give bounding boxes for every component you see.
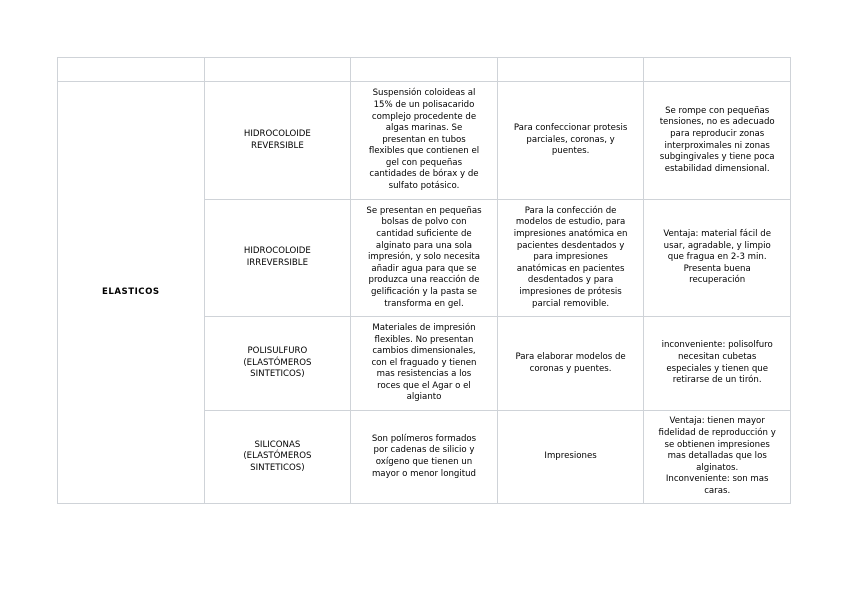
cell-text-line: impresión, y solo necesita	[367, 252, 481, 263]
cell-text-line: HIDROCOLOIDE	[243, 128, 311, 139]
description-cell	[351, 200, 498, 317]
material-cell	[204, 411, 351, 504]
description-cell	[351, 82, 498, 200]
cell-text-line: cantidades de bórax y de	[369, 169, 479, 180]
cell-text-line: Inconveniente: son mas	[665, 474, 769, 485]
cell-text-line: gelificación y la pasta se	[370, 286, 477, 297]
cell-text-line: sulfato potásico.	[388, 181, 460, 192]
cell-text-line: roces que el Agar o el	[377, 380, 471, 391]
cell-text-line: Ventaja: material fácil de	[663, 229, 772, 240]
cell-text-line: subgingivales y tiene poca	[659, 152, 775, 163]
cell-text-line: alginato para una sola	[375, 240, 473, 251]
cell-text-line: SILICONAS	[254, 439, 301, 450]
use-cell	[497, 317, 644, 411]
cell-text-line: que fragua en 2-3 min.	[667, 252, 767, 263]
cell-text-line: Para elaborar modelos de	[515, 351, 626, 362]
cell-text-line: flexibles que contienen el	[368, 146, 480, 157]
use-cell	[497, 200, 644, 317]
cell-text-line: impresiones de prótesis	[519, 286, 622, 297]
cell-text-line: Para la confección de	[524, 205, 617, 216]
cell-text-line: parciales, coronas, y	[526, 134, 615, 145]
cell-text-line: POLISULFURO	[247, 346, 308, 357]
cell-text-line: mayor o menor longitud	[371, 468, 477, 479]
notes-cell	[644, 200, 791, 317]
cell-text-line: 15% de un polisacarido	[373, 99, 475, 110]
cell-text-line: interproximales ni zonas	[664, 140, 770, 151]
cell-text-line: para impresiones	[533, 252, 608, 263]
cell-text-line: impresiones anatómica en	[513, 229, 628, 240]
cell-text-line: cambios dimensionales,	[372, 346, 476, 357]
notes-cell	[644, 411, 791, 504]
category-cell: ELASTICOS	[58, 82, 205, 504]
material-cell	[204, 317, 351, 411]
cell-text-line: algianto	[406, 392, 442, 403]
cell-text-line: fidelidad de reproducción y	[658, 428, 776, 439]
notes-cell	[644, 317, 791, 411]
cell-text-line: añadir agua para que se	[371, 263, 477, 274]
cell-text-line: Presenta buena	[683, 263, 751, 274]
cell-text-line: por cadenas de silicio y	[373, 445, 475, 456]
table-row	[58, 82, 791, 200]
cell-text-line: presentan en tubos	[382, 134, 466, 145]
material-cell	[204, 82, 351, 200]
cell-text-line: tensiones, no es adecuado	[659, 117, 775, 128]
cell-text-line: caras.	[704, 485, 731, 496]
cell-text-line: (ELASTÓMEROS	[243, 451, 312, 462]
cell-text-line: gel con pequeñas	[385, 157, 463, 168]
cell-text-line: IRREVERSIBLE	[246, 258, 309, 268]
cell-text-line: complejo procedente de	[371, 111, 477, 122]
cell-text-line: REVERSIBLE	[250, 140, 304, 151]
cell-text-line: desdentados y para	[527, 275, 614, 286]
cell-text-line: Materiales de impresión	[372, 322, 476, 333]
cell-text-line: Son polímeros formados	[371, 433, 477, 444]
cell-text-line: cantidad suficiente de	[376, 229, 472, 240]
cell-text-line: Se presentan en pequeñas	[366, 205, 482, 216]
cell-text-line: mas resistencias a los	[376, 369, 472, 380]
header-cell	[497, 58, 644, 82]
cell-text-line: algas marinas. Se	[385, 123, 463, 134]
cell-text-line: Suspensión coloideas al	[372, 88, 476, 99]
cell-text-line: para reproducir zonas	[670, 128, 765, 139]
cell-text-line: inconveniente: polisolfuro	[661, 340, 773, 351]
cell-text-line: bolsas de polvo con	[381, 217, 467, 228]
cell-text-line: SINTETICOS)	[250, 462, 305, 473]
cell-text-line: puentes.	[551, 146, 590, 157]
cell-text-line: Se rompe con pequeñas	[665, 105, 770, 116]
cell-text-line: necesitan cubetas	[677, 351, 757, 362]
description-cell	[351, 317, 498, 411]
table-header-row	[58, 58, 791, 82]
header-cell	[351, 58, 498, 82]
cell-text-line: usar, agradable, y limpio	[663, 240, 771, 251]
cell-text-line: SINTETICOS)	[250, 369, 305, 380]
cell-text-line: Ventaja: tienen mayor	[669, 416, 765, 427]
cell-text-line: alginatos.	[696, 462, 739, 473]
header-cell	[644, 58, 791, 82]
cell-text-line: recuperación	[689, 275, 746, 286]
description-cell	[351, 411, 498, 504]
cell-text-line: se obtienen impresiones	[664, 439, 770, 450]
cell-text-line: anatómicas en pacientes	[516, 263, 625, 274]
cell-text-line: pacientes desdentados y	[516, 240, 625, 251]
cell-text-line: coronas y puentes.	[529, 363, 612, 374]
cell-text-line: HIDROCOLOIDE	[243, 246, 311, 257]
materials-table	[57, 57, 791, 504]
cell-text-line: con el fraguado y tienen	[371, 357, 477, 368]
cell-text-line: mas detalladas que los	[667, 451, 767, 462]
cell-text-line: flexibles. No presentan	[374, 334, 474, 345]
header-cell	[58, 58, 205, 82]
header-cell	[204, 58, 351, 82]
cell-text-line: retirarse de un tirón.	[672, 375, 762, 386]
cell-text-line: parcial removible.	[531, 298, 610, 309]
cell-text-line: transforma en gel.	[384, 298, 464, 309]
cell-text-line: estabilidad dimensional.	[664, 163, 770, 174]
cell-text-line: produzca una reacción de	[368, 275, 480, 286]
cell-text-line: Para confeccionar protesis	[513, 123, 628, 134]
cell-text-line: Impresiones	[544, 451, 597, 462]
use-cell	[497, 82, 644, 200]
cell-text-line: oxígeno que tienen un	[375, 457, 473, 467]
cell-text-line: modelos de estudio, para	[515, 217, 626, 228]
cell-text-line: (ELASTÓMEROS	[243, 357, 312, 368]
cell-text-line: especiales y tienen que	[666, 363, 769, 374]
notes-cell	[644, 82, 791, 200]
material-cell	[204, 200, 351, 317]
use-cell	[497, 411, 644, 504]
